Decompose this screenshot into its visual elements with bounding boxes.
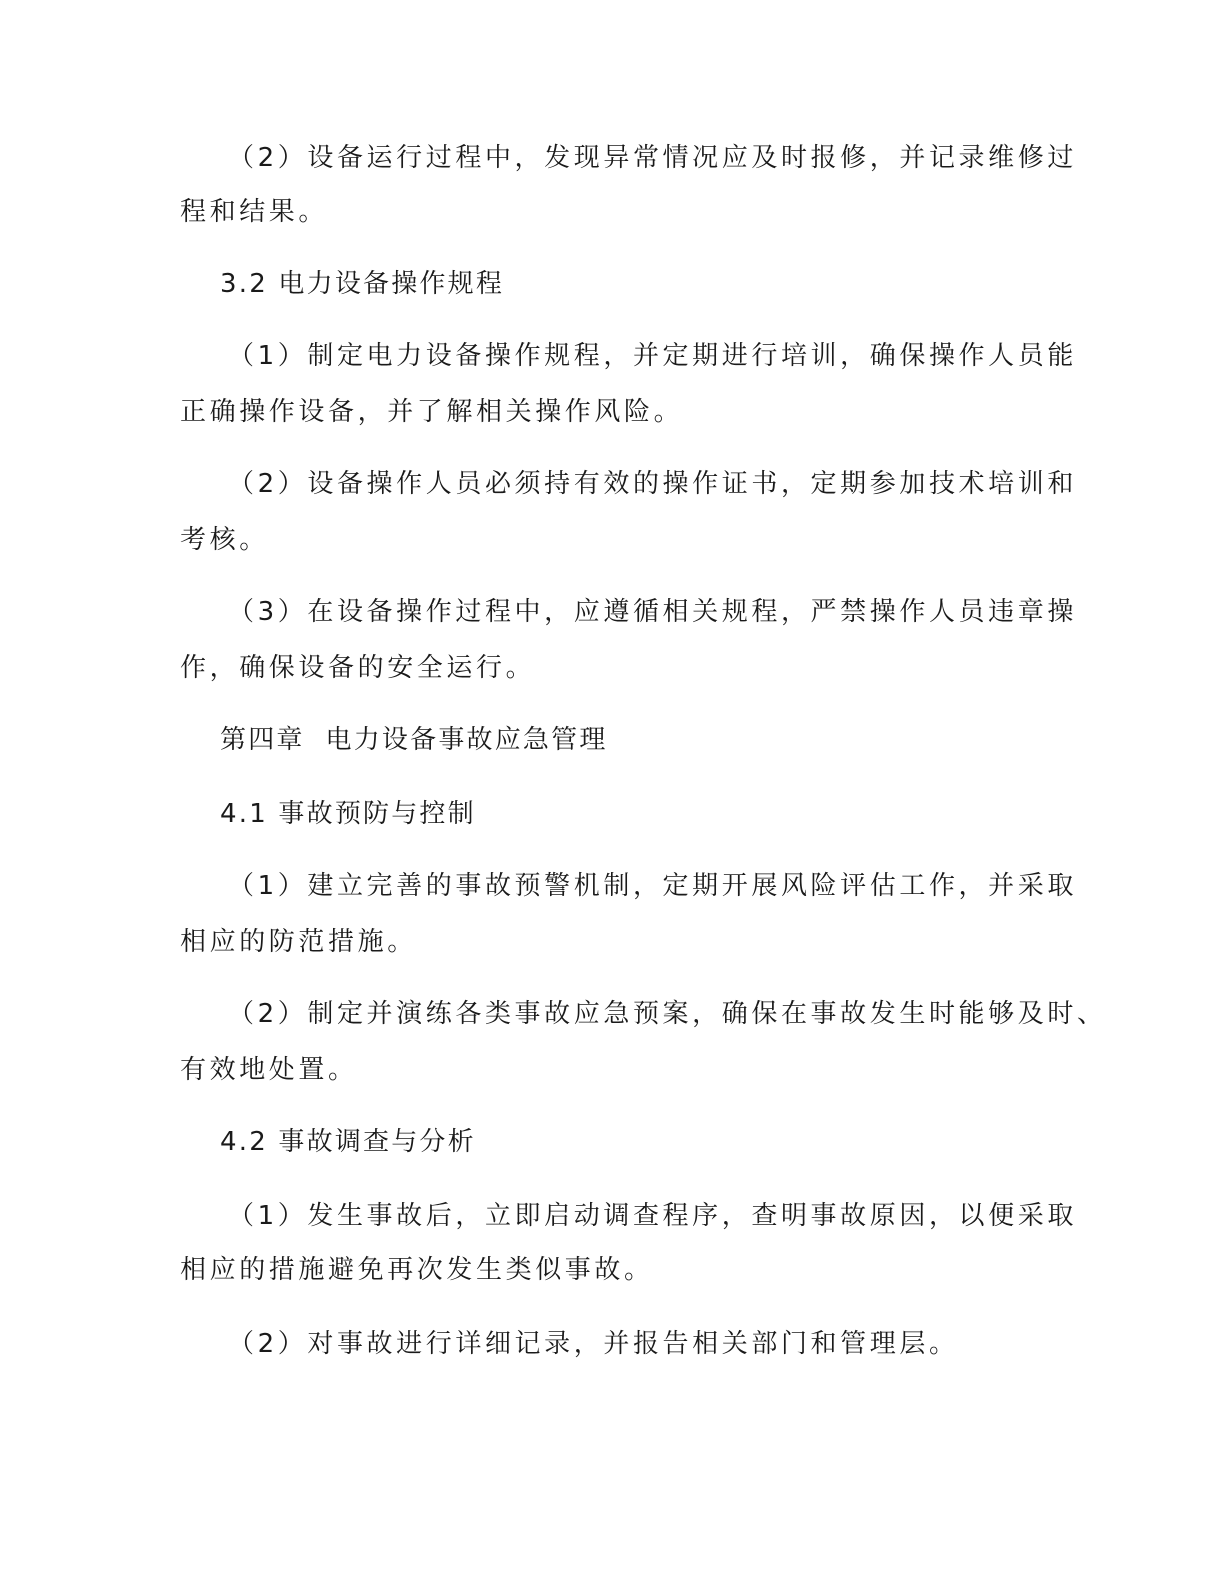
paragraph-4-line-1: （2）设备操作人员必须持有效的操作证书，定期参加技术培训和 [228,469,1077,499]
paragraph-11-line-1: （1）发生事故后，立即启动调查程序，查明事故原因，以便采取 [228,1201,1077,1231]
chapter-heading-4: 第四章 电力设备事故应急管理 [220,725,608,755]
section-heading-4-1: 4.1 事故预防与控制 [220,799,476,829]
section-heading-3-2: 3.2 电力设备操作规程 [220,269,505,299]
paragraph-4-line-2: 考核。 [180,525,269,555]
paragraph-11-line-2: 相应的措施避免再次发生类似事故。 [180,1255,654,1285]
paragraph-9-line-1: （2）制定并演练各类事故应急预案，确保在事故发生时能够及时、 [228,999,1107,1029]
paragraph-8-line-1: （1）建立完善的事故预警机制，定期开展风险评估工作，并采取 [228,871,1077,901]
paragraph-9-line-2: 有效地处置。 [180,1055,358,1085]
paragraph-5-line-2: 作，确保设备的安全运行。 [180,653,536,683]
paragraph-5-line-1: （3）在设备操作过程中，应遵循相关规程，严禁操作人员违章操 [228,597,1077,627]
paragraph-8-line-2: 相应的防范措施。 [180,927,417,957]
paragraph-3-line-2: 正确操作设备，并了解相关操作风险。 [180,397,684,427]
section-heading-4-2: 4.2 事故调查与分析 [220,1127,476,1157]
paragraph-3-line-1: （1）制定电力设备操作规程，并定期进行培训，确保操作人员能 [228,341,1077,371]
paragraph-1-line-1: （2）设备运行过程中，发现异常情况应及时报修，并记录维修过 [228,143,1077,173]
paragraph-12-line-1: （2）对事故进行详细记录，并报告相关部门和管理层。 [228,1329,959,1359]
paragraph-1-line-2: 程和结果。 [180,197,329,227]
